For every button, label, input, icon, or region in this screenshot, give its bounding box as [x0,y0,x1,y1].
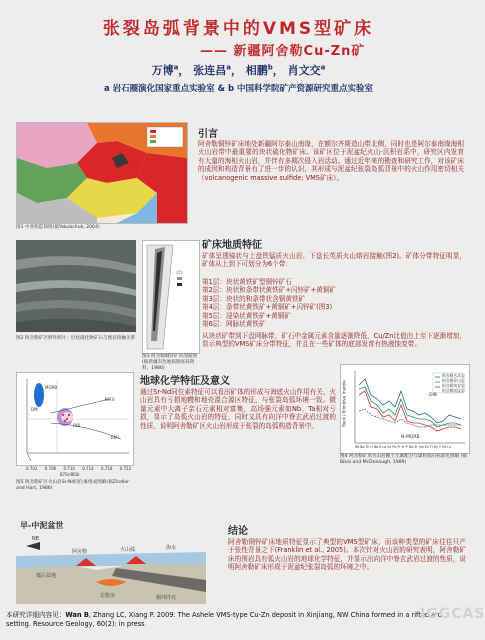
author-2: 张连昌 [193,64,227,77]
x-tick: 0.714 [82,466,94,471]
figure-1-map [16,122,188,224]
author-1: 万博 [151,64,174,77]
affiliation: a 岩石圈演化国家重点实验室 & b 中国科学院矿产资源研究重点实验室 [103,84,374,94]
zone-item: 第2层：块状和条带状黄铁矿+闪锌矿+黄铜矿 [202,286,336,295]
figure-5-srnd [16,372,134,466]
oib-label: OIB [429,393,437,398]
zone-item: 第5层：浸染状黄铁矿+黄铜矿 [202,311,291,320]
sea-label: 海水 [166,545,177,551]
x-tick: 0.722 [119,466,132,471]
cross-section-graphic [143,241,199,353]
spider-xlabels [355,445,451,449]
zone-item: 第4层：条带状黄铁矿+黄铜矿+闪锌矿(图3) [202,303,333,312]
x-tick: Pr [397,445,401,449]
intro-heading: 引言 [198,129,218,140]
srnd-diagram [17,373,133,465]
watermark: IGGCAS [420,606,485,622]
morb-label: MORB [45,385,58,390]
figure-4-spider [340,364,470,454]
geology-intro: 矿体呈透镜状与上盘铁锰质火山岩、下盘长英质火山熔岩接触(图2)。矿体分带特征明显，矿体从上到下可划分为6个带： [202,252,466,269]
arc-label: 火山弧 [120,547,136,553]
authors-line: 万博$^a$， 张连昌$^a$， 相鹏$^b$， 肖文交$^a$ [151,63,326,77]
em1-label: EM I [111,435,120,440]
figure-3-section [142,240,200,354]
x-tick: Dy [433,445,439,449]
figure-3-caption: 图3 阿舍勒铜锌矿床剖面图(据新疆有色地质勘查局资料，1986) [142,354,197,371]
srnd-xticks [26,466,142,471]
x-tick: Nd [408,445,414,449]
nmorb-label: N-MORB [401,435,420,440]
geology-text: 从块状矿带到下盘网脉带，矿石中金属元素含量逐渐降低，Cu/Zn比值由上至下逐渐增加，显示典型的VMS矿床分带特征，并且在一些矿体的底部发育有热液蚀变带。 [202,332,466,349]
x-tick: Rb [355,445,360,449]
magma-label: 岩浆房 [100,593,116,599]
srnd-xlabel: 87Sr/86Sr [60,472,80,477]
x-tick: La [382,445,387,449]
intro-text: 阿舍勒铜锌矿床地处新疆阿尔泰山南缘，在额尔齐斯造山带北侧，同时也是阿尔泰南缘海相火山岩带中最重要的块状硫化物矿床。该矿区位于泥盆纪火山-沉积岩系中，研究区内发育有大量的海相火山岩，并伴有多期次侵入岩活动。通过近年来的勘查和研究工作，对该矿床的成因和构造背景有了进一步的认识，其形成与泥盆纪张裂岛弧背景中的火山作用密切相关（volcanogenic massive sulfide; VMS矿床）。 [198,140,464,182]
legend-item: 阿舍勒玄武岩 [442,373,465,378]
x-tick: Y [439,445,441,449]
x-tick: Zr [414,445,418,449]
geochem-heading: 地球化学特征及意义 [140,376,230,387]
zone-item: 第1层：块状黄铁矿型铜锌矿石 [202,278,292,286]
ashele-label: 阿舍勒 [72,549,88,555]
figure-1-caption: 图1 中亚构造简图(据Yakubchuk, 2004) [16,225,100,230]
zone-item: 第3层：块状的和条带状含铜黄铁矿 [202,294,306,303]
figure-5-caption: 图5 阿舍勒矿区火山岩Sr-Nd同位素组成图解(据Zindler and Hart, 1986) [16,480,130,491]
legend-item: 阿舍勒流纹岩 [442,388,465,393]
oib-label: OIB [73,423,81,428]
ne-label: NE [32,536,39,542]
geology-heading: 矿床地质特征 [202,240,262,251]
x-tick: Sr [401,445,405,449]
x-tick: 0.706 [44,466,57,471]
x-tick: Ce [387,445,392,449]
legend-item: 阿舍勒安山岩 [442,378,465,383]
author-4: 肖文交 [287,64,321,77]
figure-6-cartoon [16,534,206,604]
x-tick: Sm [418,445,424,449]
x-tick: Eu [424,445,429,449]
reference-authors: Wan B [65,611,89,619]
conclusion-heading: 结论 [228,526,248,537]
x-tick: Yb [442,445,446,449]
reference-rest: , Zhang LC, Xiang P. 2009. The Ashele VMS-type Cu-Zn deposit in Xinjiang, NW China formed in a rifted arc setting. Resource Geology, 60(2): in press [6,611,442,628]
outcrop-photo [16,240,136,332]
x-tick: 0.710 [63,466,75,471]
reference-prefix: 本研究详细内容见： [6,611,66,619]
zone-list [202,278,466,328]
tectonic-map-graphic [17,123,187,223]
x-tick: 0.702 [26,466,38,471]
backarc-label: 弧后盆地 [36,573,57,579]
spider-legend [442,373,465,393]
x-tick: K [379,445,382,449]
fig6-heading: 早-中泥盆世 [20,521,64,530]
conclusion-text: 阿舍勒铜锌矿床地质特征显示了典型的VMS型矿床，而该种类型的矿床往往只产于张性背景之下(Franklin et al., 2005)。本次针对火山岩的研究表明，阿舍勒矿床的围岩具有弧火山岩的地球化学特征，并显示出向洋中脊玄武岩过渡的性质，说明阿舍勒矿床形成于泥盆纪张裂岛弧的环境之中。 [228,538,466,572]
x-tick: P [405,445,408,449]
poster-subtitle: —— 新疆阿舍勒Cu-Zn矿 [200,44,366,59]
figure-2-photo [16,240,136,332]
x-tick: Lu [447,445,451,449]
dm-label: DM [31,407,38,412]
x-tick: Nb [373,445,379,449]
legend-item: 阿舍勒英安岩 [442,383,465,388]
x-tick: Ti [429,445,433,449]
spider-ylabel: Rock / Primitive mantle [341,380,347,427]
figure-2-caption: 图2 阿舍勒矿区野外照片：层状硫化物矿石与围岩接触关系 [16,336,136,341]
x-tick: U [370,445,373,449]
x-tick: Pb [392,445,397,449]
x-tick: Ba [360,445,365,449]
x-tick: 0.718 [100,466,113,471]
reference-line [6,611,466,629]
poster-title: 张裂岛弧背景中的VMS型矿床 [102,19,375,39]
author-1-sup: a [173,63,179,72]
author-3: 相鹏 [245,64,268,77]
slab-label: 俯冲洋壳 [156,595,177,601]
author-2-sup: a [226,63,231,72]
x-tick: Th [365,445,370,449]
author-4-sup: a [320,63,326,72]
figure-4-caption: 图4 阿舍勒矿床火山岩稀土元素配分与球粒陨石标准化图解 (据Bikai and McDonough, 1989) [340,454,468,465]
author-3-sup: b [267,63,273,72]
zone-item: 第6层：网脉状黄铁矿 [202,320,266,329]
em2-label: EM II [105,397,115,402]
geochem-text: 通过Sr-Nd同位素特征可以看出矿体的形成与海底火山作用有关，火山岩具有亏损地幔和地壳混合源区特征，与张裂岛弧环境一致。微量元素中大离子亲石元素相对富集，高场强元素如Nb、Ta相对亏损，显示了岛弧火山岩的特征，同时又具有向洋中脊玄武岩过渡的性质，说明阿舍勒矿区火山岩形成于张裂的岛弧构造背景中。 [140,388,337,430]
